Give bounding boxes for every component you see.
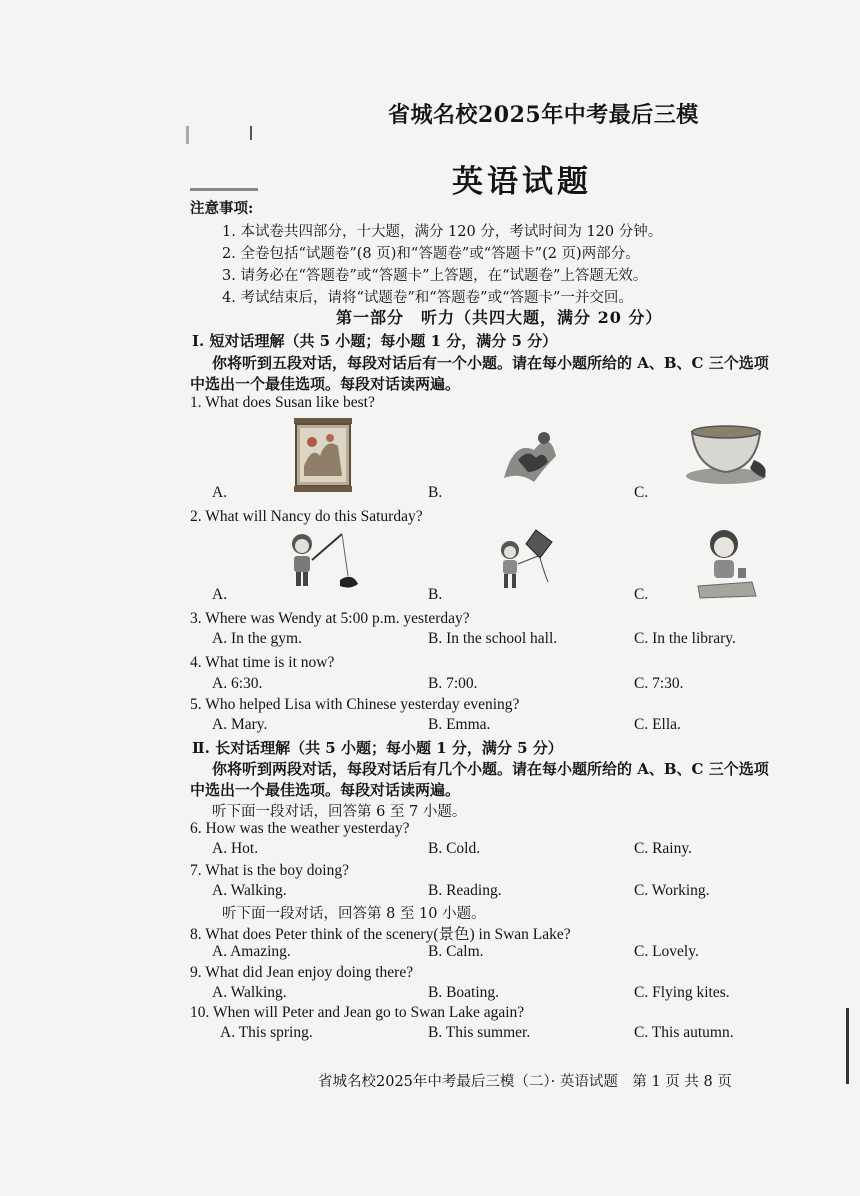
option-b: B. (428, 586, 443, 603)
exam-title: 省城名校2025年中考最后三模 (388, 102, 699, 128)
notice-item: 2. 全卷包括“试题卷”(8 页)和“答题卷”或“答题卡”(2 页)两部分。 (222, 246, 640, 262)
option-b: B. Emma. (428, 716, 491, 733)
scan-mark (186, 126, 189, 144)
notice-item: 1. 本试卷共四部分，十大题，满分 120 分，考试时间为 120 分钟。 (222, 224, 663, 240)
notice-item: 3. 请务必在“答题卷”或“答题卡”上答题，在“试题卷”上答题无效。 (222, 268, 648, 284)
option-c: C. (634, 484, 649, 501)
option-a: A. Walking. (212, 882, 287, 899)
option-a: A. This spring. (220, 1024, 313, 1041)
paper-cutting-image (494, 420, 564, 490)
question-6: 6. How was the weather yesterday? (190, 820, 410, 837)
scan-mark (846, 1008, 849, 1084)
section-instruction: 中选出一个最佳选项。每段对话读两遍。 (190, 781, 461, 799)
part-title: 第一部分 听力（共四大题，满分 20 分） (336, 308, 663, 327)
question-7: 7. What is the boy doing? (190, 862, 349, 879)
girl-flying-kite-image (488, 528, 558, 594)
scan-mark (250, 126, 252, 140)
dialogue-lead: 听下面一段对话，回答第 8 至 10 小题。 (222, 906, 486, 922)
section-instruction: 你将听到两段对话，每段对话后有几个小题。请在每小题所给的 A、B、C 三个选项 (212, 760, 769, 778)
section-title: Ⅰ. 短对话理解（共 5 小题；每小题 1 分，满分 5 分） (192, 332, 558, 350)
page-footer: 省城名校2025年中考最后三模（二）· 英语试题 第 1 页 共 8 页 (318, 1074, 732, 1090)
option-c: C. Working. (634, 882, 710, 899)
notice-item: 4. 考试结束后，请将“试题卷”和“答题卷”或“答题卡”一并交回。 (222, 290, 633, 306)
question-2: 2. What will Nancy do this Saturday? (190, 508, 423, 525)
option-c: C. Rainy. (634, 840, 692, 857)
question-3: 3. Where was Wendy at 5:00 p.m. yesterday? (190, 610, 470, 627)
subject-title: 英语试题 (452, 164, 592, 200)
option-a: A. (212, 586, 228, 603)
chinese-painting-scroll-image (290, 416, 356, 494)
option-a: A. Amazing. (212, 943, 291, 960)
option-b: B. Boating. (428, 984, 500, 1001)
option-a: A. In the gym. (212, 630, 302, 647)
option-c: C. Ella. (634, 716, 681, 733)
option-a: A. 6:30. (212, 675, 263, 692)
option-b: B. Reading. (428, 882, 502, 899)
option-c: C. This autumn. (634, 1024, 734, 1041)
section-instruction: 中选出一个最佳选项。每段对话读两遍。 (190, 375, 461, 393)
option-c: C. Lovely. (634, 943, 699, 960)
option-a: A. Hot. (212, 840, 259, 857)
question-1: 1. What does Susan like best? (190, 394, 375, 411)
question-9: 9. What did Jean enjoy doing there? (190, 964, 414, 981)
dialogue-lead: 听下面一段对话，回答第 6 至 7 小题。 (212, 804, 467, 820)
option-b: B. Cold. (428, 840, 481, 857)
option-a: A. (212, 484, 228, 501)
option-b: B. 7:00. (428, 675, 478, 692)
option-b: B. In the school hall. (428, 630, 558, 647)
option-c: C. In the library. (634, 630, 736, 647)
notice-heading: 注意事项: (190, 200, 254, 217)
question-5: 5. Who helped Lisa with Chinese yesterday evening? (190, 696, 520, 713)
option-c: C. 7:30. (634, 675, 684, 692)
option-c: C. (634, 586, 649, 603)
option-b: B. This summer. (428, 1024, 531, 1041)
option-b: B. (428, 484, 443, 501)
section-title: Ⅱ. 长对话理解（共 5 小题；每小题 1 分，满分 5 分） (192, 739, 563, 757)
question-8: 8. What does Peter think of the scenery(景色) in Swan Lake? (190, 926, 571, 943)
option-b: B. Calm. (428, 943, 484, 960)
option-a: A. Walking. (212, 984, 287, 1001)
question-4: 4. What time is it now? (190, 654, 335, 671)
option-a: A. Mary. (212, 716, 268, 733)
option-c: C. Flying kites. (634, 984, 730, 1001)
question-10: 10. When will Peter and Jean go to Swan Lake again? (190, 1004, 525, 1021)
section-instruction: 你将听到五段对话，每段对话后有一个小题。请在每小题所给的 A、B、C 三个选项 (212, 354, 769, 372)
girl-sitting-picnic-image (694, 524, 758, 600)
tea-cup-image (684, 420, 772, 486)
scan-mark (190, 188, 258, 191)
girl-fishing-image (272, 530, 364, 594)
